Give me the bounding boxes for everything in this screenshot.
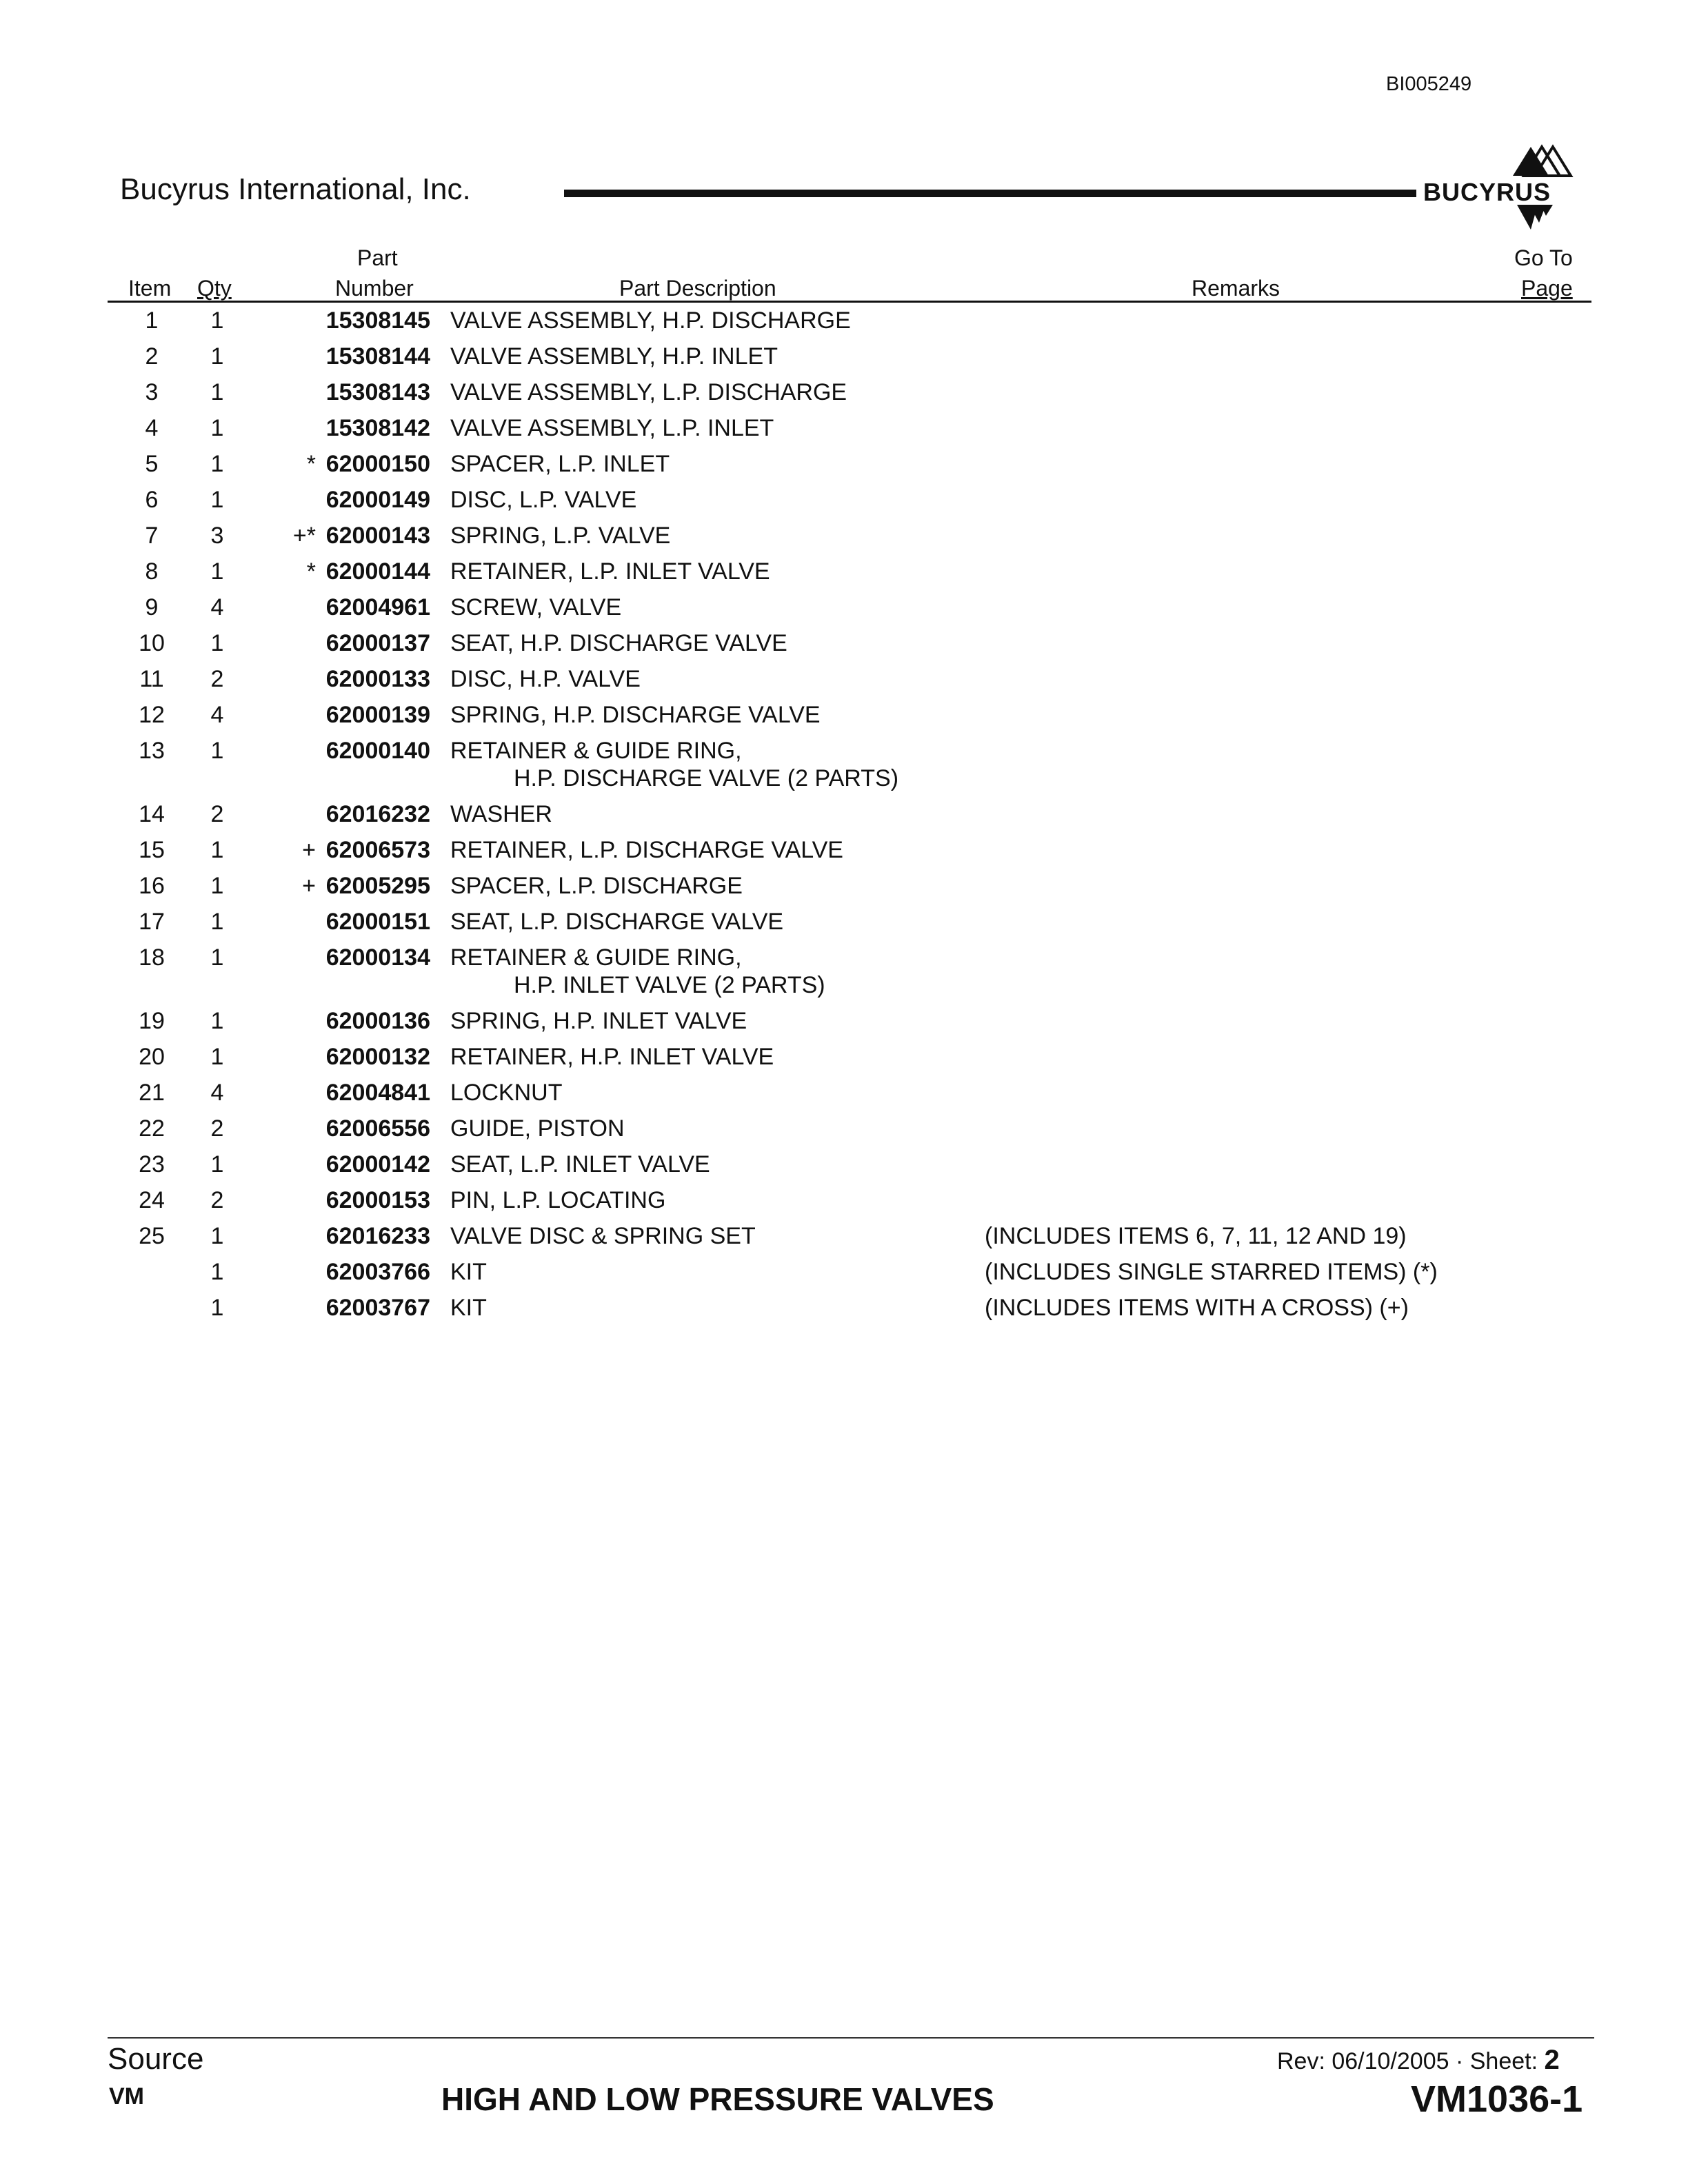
row-qty: 1 [210,1259,224,1285]
row-mark: + [302,873,316,899]
row-description: RETAINER, L.P. DISCHARGE VALVE [450,837,843,863]
row-item: 16 [139,873,165,899]
row-qty: 4 [210,594,224,620]
row-description: KIT [450,1295,487,1321]
row-qty: 2 [210,666,224,692]
row-description: RETAINER, L.P. INLET VALVE [450,558,770,585]
row-item: 10 [139,630,165,656]
row-qty: 1 [210,944,224,971]
row-qty: 1 [210,487,224,513]
row-part-number: 15308143 [325,379,430,405]
row-description: SPRING, H.P. INLET VALVE [450,1008,747,1034]
row-part-number: 62006556 [325,1115,430,1142]
row-description: VALVE ASSEMBLY, H.P. DISCHARGE [450,307,851,334]
document-ref: VM1036-1 [1411,2079,1583,2120]
rev-text: Rev: 06/10/2005 · Sheet: [1277,2048,1545,2074]
row-description: SPACER, L.P. INLET [450,451,670,477]
row-qty: 1 [210,1151,224,1177]
row-description: SEAT, L.P. DISCHARGE VALVE [450,909,784,935]
row-part-number: 62000140 [325,738,430,764]
row-part-number: 62000133 [325,666,430,692]
row-part-number: 62000151 [325,909,430,935]
col-part-number-l2: Number [335,276,414,301]
row-qty: 3 [210,523,224,549]
row-description: VALVE DISC & SPRING SET [450,1223,756,1249]
row-description: SPRING, H.P. DISCHARGE VALVE [450,702,821,728]
row-qty: 4 [210,702,224,728]
doc-id: BI005249 [1386,73,1472,95]
row-item: 23 [139,1151,165,1177]
row-item: 13 [139,738,165,764]
row-part-number: 15308145 [325,307,430,334]
page-title: HIGH AND LOW PRESSURE VALVES [441,2081,994,2117]
row-qty: 1 [210,837,224,863]
row-qty: 1 [210,379,224,405]
row-qty: 1 [210,1223,224,1249]
row-qty: 2 [210,1115,224,1142]
row-qty: 4 [210,1080,224,1106]
row-description: RETAINER & GUIDE RING, [450,944,742,971]
row-item: 12 [139,702,165,728]
row-part-number: 62000143 [325,523,430,549]
row-qty: 2 [210,1187,224,1213]
row-part-number: 62000153 [325,1187,430,1213]
row-item: 20 [139,1044,165,1070]
row-part-number: 15308144 [325,343,430,370]
row-item: 5 [145,451,159,477]
row-description: RETAINER & GUIDE RING, [450,738,742,764]
row-description: PIN, L.P. LOCATING [450,1187,666,1213]
row-remarks: (INCLUDES SINGLE STARRED ITEMS) (*) [985,1259,1438,1285]
row-qty: 1 [210,873,224,899]
row-qty: 1 [210,1295,224,1321]
source-label: Source [108,2042,204,2076]
row-part-number: 62016233 [325,1223,430,1249]
row-item: 1 [145,307,159,334]
company-name: Bucyrus International, Inc. [120,172,471,206]
row-remarks: (INCLUDES ITEMS WITH A CROSS) (+) [985,1295,1409,1321]
col-part-number-l1: Part [357,245,398,270]
revision-info [1277,2045,1560,2076]
col-remarks: Remarks [1192,276,1280,301]
row-item: 2 [145,343,159,370]
row-part-number: 62000136 [325,1008,430,1034]
row-part-number: 62003767 [325,1295,430,1321]
title-rule [564,190,1416,197]
row-mark: * [306,451,316,477]
row-item: 7 [145,523,159,549]
row-description: SPACER, L.P. DISCHARGE [450,873,743,899]
row-item: 4 [145,415,159,441]
col-part-description: Part Description [619,276,776,301]
col-goto-l2: Page [1521,276,1573,301]
row-qty: 1 [210,1008,224,1034]
row-remarks: (INCLUDES ITEMS 6, 7, 11, 12 AND 19) [985,1223,1407,1249]
row-item: 9 [145,594,159,620]
row-qty: 1 [210,307,224,334]
row-part-number: 62004961 [325,594,430,620]
row-part-number: 62000142 [325,1151,430,1177]
row-mark: +* [292,523,316,549]
row-description: SPRING, L.P. VALVE [450,523,671,549]
row-qty: 1 [210,1044,224,1070]
row-part-number: 62000149 [325,487,430,513]
row-part-number: 62000137 [325,630,430,656]
sheet-number: 2 [1544,2045,1560,2075]
row-description: KIT [450,1259,487,1285]
col-goto-l1: Go To [1514,245,1573,270]
row-description: SEAT, L.P. INLET VALVE [450,1151,710,1177]
row-part-number: 62004841 [325,1080,430,1106]
row-mark: * [306,558,316,585]
row-item: 11 [139,666,164,692]
row-qty: 1 [210,909,224,935]
row-part-number: 62000139 [325,702,430,728]
row-item: 21 [139,1080,165,1106]
row-description: WASHER [450,801,552,827]
row-description: RETAINER, H.P. INLET VALVE [450,1044,774,1070]
logo-text: BUCYRUS [1423,178,1551,206]
row-description: DISC, L.P. VALVE [450,487,637,513]
row-part-number: 62000134 [325,944,430,971]
row-item: 22 [139,1115,165,1142]
row-part-number: 62005295 [325,873,430,899]
row-item: 17 [139,909,165,935]
row-description: SCREW, VALVE [450,594,622,620]
row-item: 6 [145,487,159,513]
row-item: 19 [139,1008,165,1034]
col-qty: Qty [197,276,232,301]
row-part-number: 15308142 [325,415,430,441]
row-description: VALVE ASSEMBLY, L.P. INLET [450,415,774,441]
row-part-number: 62000132 [325,1044,430,1070]
source-code: VM [109,2083,144,2110]
row-item: 15 [139,837,165,863]
row-item: 14 [139,801,165,827]
row-part-number: 62000144 [325,558,430,585]
row-part-number: 62016232 [325,801,430,827]
row-item: 25 [139,1223,165,1249]
row-qty: 1 [210,415,224,441]
row-qty: 2 [210,801,224,827]
row-description: SEAT, H.P. DISCHARGE VALVE [450,630,787,656]
row-qty: 1 [210,630,224,656]
row-qty: 1 [210,451,224,477]
row-description: VALVE ASSEMBLY, L.P. DISCHARGE [450,379,847,405]
header-rule [108,301,1591,303]
row-description: VALVE ASSEMBLY, H.P. INLET [450,343,778,370]
col-item: Item [128,276,172,301]
row-mark: + [302,837,316,863]
row-item: 3 [145,379,159,405]
row-description: LOCKNUT [450,1080,563,1106]
footer-rule [108,2037,1594,2039]
row-description: DISC, H.P. VALVE [450,666,641,692]
row-item: 18 [139,944,165,971]
row-qty: 1 [210,343,224,370]
row-description-cont: H.P. DISCHARGE VALVE (2 PARTS) [514,765,899,791]
row-qty: 1 [210,558,224,585]
row-item: 24 [139,1187,165,1213]
row-part-number: 62006573 [325,837,430,863]
row-item: 8 [145,558,159,585]
row-part-number: 62003766 [325,1259,430,1285]
row-description-cont: H.P. INLET VALVE (2 PARTS) [514,972,825,998]
row-description: GUIDE, PISTON [450,1115,625,1142]
row-part-number: 62000150 [325,451,430,477]
row-qty: 1 [210,738,224,764]
